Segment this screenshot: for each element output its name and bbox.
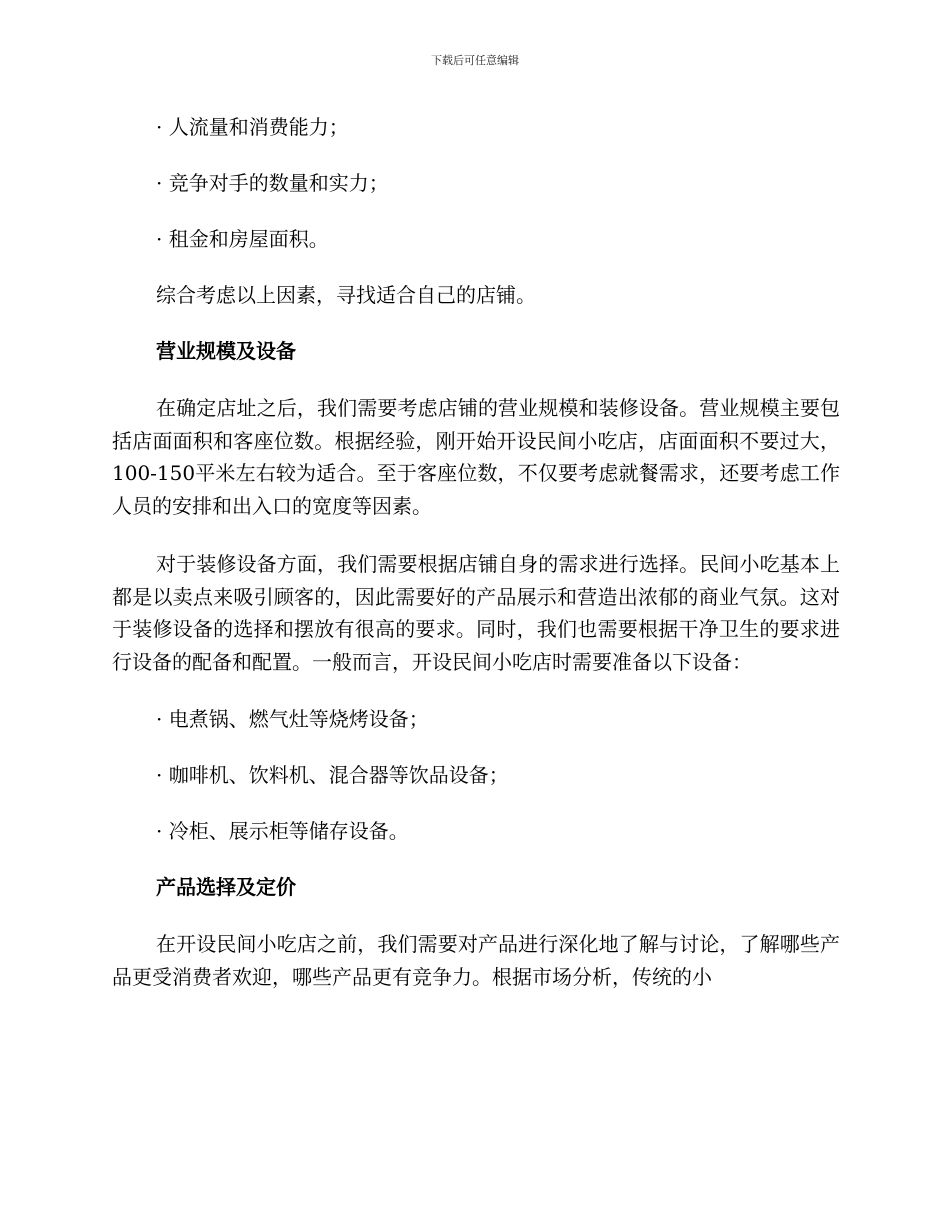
document-body: [112, 112, 840, 1019]
bullet-storage-equipment: · 冷柜、展示柜等储存设备。: [156, 819, 409, 843]
paragraph-business-scale: 在确定店址之后，我们需要考虑店铺的营业规模和装修设备。营业规模主要包括店面面积和客座位数。根据经验，刚开始开设民间小吃店，店面面积不要过大，100-150平米左右较为适合。至于客座位数，不仅要考虑就餐需求，还要考虑工作人员的安排和出入口的宽度等因素。: [112, 396, 840, 518]
bullet-competitors: · 竞争对手的数量和实力；: [156, 171, 389, 195]
bullet-rent-area: · 租金和房屋面积。: [156, 227, 329, 251]
section-heading-scale-equipment: 营业规模及设备: [156, 339, 296, 363]
paragraph-product-selection: 在开设民间小吃店之前，我们需要对产品进行深化地了解与讨论，了解哪些产品更受消费者欢迎，哪些产品更有竞争力。根据市场分析，传统的小: [112, 932, 840, 989]
page-header: 下载后可任意编辑: [431, 54, 519, 67]
bullet-drink-equipment: · 咖啡机、饮料机、混合器等饮品设备；: [156, 763, 509, 787]
bullet-cooking-equipment: · 电煮锅、燃气灶等烧烤设备；: [156, 707, 429, 731]
section-heading-product-pricing: 产品选择及定价: [156, 875, 296, 899]
bullet-foot-traffic: · 人流量和消费能力；: [156, 115, 349, 139]
paragraph-summary: 综合考虑以上因素，寻找适合自己的店铺。: [156, 283, 536, 307]
paragraph-decoration-equipment: 对于装修设备方面，我们需要根据店铺自身的需求进行选择。民间小吃基本上都是以卖点来吸引顾客的，因此需要好的产品展示和营造出浓郁的商业气氛。这对于装修设备的选择和摆放有很高的要求。同时，我们也需要根据干净卫生的要求进行设备的配备和配置。一般而言，开设民间小吃店时需要准备以下设备：: [112, 552, 840, 674]
